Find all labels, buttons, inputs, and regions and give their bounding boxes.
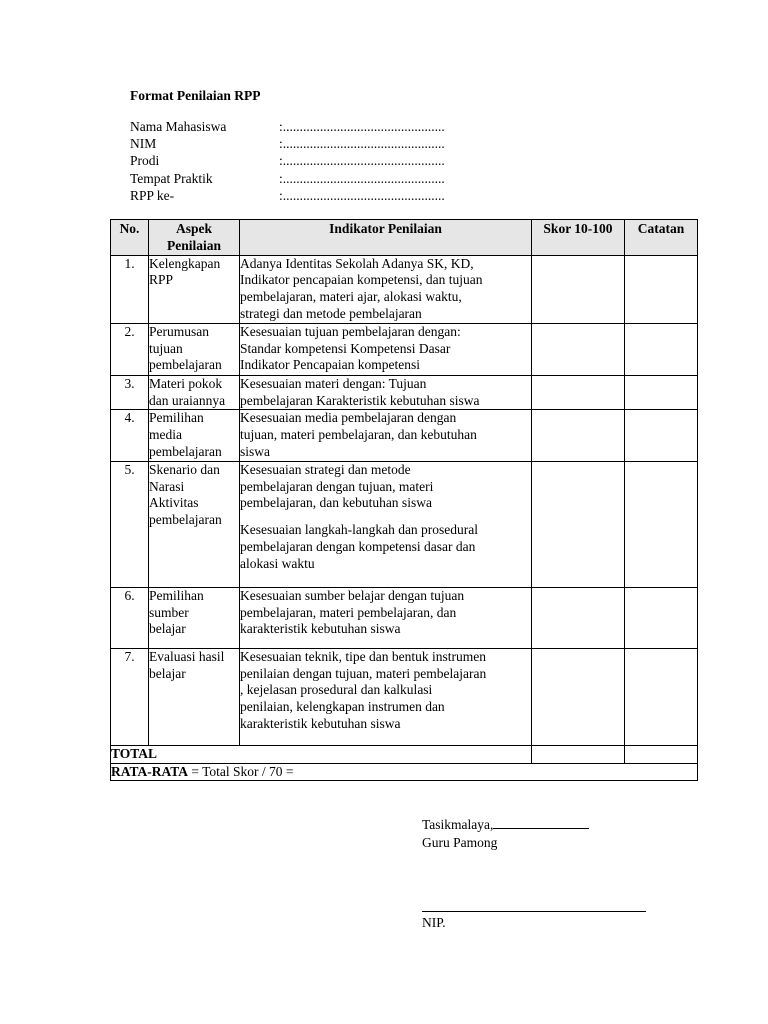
aspek-line: belajar [149, 621, 186, 637]
aspek-line: Perumusan [149, 323, 209, 339]
signature-line [422, 911, 646, 912]
date-blank[interactable] [493, 815, 589, 829]
row-number: 7. [111, 648, 149, 745]
row-skor-cell[interactable] [532, 375, 625, 410]
row-aspek [149, 461, 240, 587]
page-title: Format Penilaian RPP [130, 88, 261, 103]
row-number: 1. [111, 255, 149, 323]
aspek-line: Narasi [149, 478, 185, 494]
indikator-line: Kesesuaian langkah-langkah dan prosedural [240, 522, 479, 538]
header-aspek [149, 220, 240, 256]
aspek-line: pembelajaran [149, 357, 222, 373]
row-catatan-cell[interactable] [625, 587, 698, 648]
indikator-line: Indikator pencapaian kompetensi, dan tujuan [240, 272, 483, 288]
total-label: TOTAL [111, 745, 532, 763]
field-value: :................................................ [279, 153, 445, 169]
field-prodi [130, 152, 445, 169]
row-aspek [149, 323, 240, 375]
total-row [111, 745, 698, 763]
table-row [111, 410, 698, 461]
aspek-line: Evaluasi hasil [149, 648, 225, 664]
row-aspek [149, 648, 240, 745]
table-row [111, 255, 698, 323]
row-catatan-cell[interactable] [625, 410, 698, 461]
rata-label: RATA-RATA [111, 763, 188, 779]
indikator-line: pembelajaran, materi ajar, alokasi waktu, [240, 289, 462, 305]
field-value: :................................................ [279, 170, 445, 186]
indikator-line: Kesesuaian tujuan pembelajaran dengan: [240, 323, 461, 339]
field-value: :................................................ [279, 136, 445, 152]
indikator-line: Kesesuaian strategi dan metode [240, 461, 411, 477]
row-aspek [149, 587, 240, 648]
table-row [111, 323, 698, 375]
field-rpp-ke [130, 187, 445, 204]
rata-formula: = Total Skor / 70 = [188, 763, 294, 779]
table-header [111, 220, 698, 256]
aspek-line: Pemilihan [149, 410, 204, 426]
indikator-line: siswa [240, 443, 270, 459]
indikator-line: Adanya Identitas Sekolah Adanya SK, KD, [240, 255, 474, 271]
row-indikator [240, 255, 532, 323]
header-skor: Skor 10-100 [532, 220, 625, 256]
aspek-line: pembelajaran [149, 443, 222, 459]
row-catatan-cell[interactable] [625, 255, 698, 323]
row-number: 2. [111, 323, 149, 375]
header-aspek-line: Aspek [175, 221, 212, 236]
indikator-line: Kesesuaian teknik, tipe dan bentuk instrumen [240, 648, 486, 664]
indikator-line: strategi dan metode pembelajaran [240, 305, 422, 321]
field-label: NIM [130, 136, 157, 152]
indikator-line: Kesesuaian materi dengan: Tujuan [240, 375, 427, 391]
row-skor-cell[interactable] [532, 587, 625, 648]
indikator-line: , kejelasan prosedural dan kalkulasi [240, 682, 433, 698]
field-nama [130, 118, 445, 135]
row-aspek [149, 375, 240, 410]
signature-block [422, 815, 589, 851]
aspek-line: tujuan [149, 340, 183, 356]
row-skor-cell[interactable] [532, 648, 625, 745]
assessment-table [110, 219, 698, 781]
signature-place-line [422, 815, 589, 834]
aspek-line: Pemilihan [149, 587, 204, 603]
row-skor-cell[interactable] [532, 255, 625, 323]
header-catatan: Catatan [625, 220, 698, 256]
row-number: 6. [111, 587, 149, 648]
indikator-line: pembelajaran Karakteristik kebutuhan siswa [240, 392, 480, 408]
row-skor-cell[interactable] [532, 410, 625, 461]
row-catatan-cell[interactable] [625, 648, 698, 745]
rata-cell [111, 763, 698, 781]
aspek-line: Aktivitas [149, 495, 199, 511]
indikator-line: karakteristik kebutuhan siswa [240, 715, 401, 731]
aspek-line: RPP [149, 272, 174, 288]
row-number: 4. [111, 410, 149, 461]
indikator-line: alokasi waktu [240, 555, 315, 571]
row-number: 5. [111, 461, 149, 587]
indikator-line: pembelajaran, dan kebutuhan siswa [240, 495, 432, 511]
indikator-line: pembelajaran, materi pembelajaran, dan [240, 604, 457, 620]
indikator-line: penilaian dengan tujuan, materi pembelajaran [240, 665, 487, 681]
aspek-line: media [149, 427, 182, 443]
field-label: Tempat Praktik [130, 170, 213, 186]
row-number: 3. [111, 375, 149, 410]
indikator-line: Kesesuaian media pembelajaran dengan [240, 410, 457, 426]
signature-role: Guru Pamong [422, 834, 498, 850]
row-indikator [240, 461, 532, 587]
field-tempat-praktik [130, 170, 445, 187]
aspek-line: sumber [149, 604, 189, 620]
row-catatan-cell[interactable] [625, 323, 698, 375]
field-label: RPP ke- [130, 187, 175, 203]
field-value: :................................................ [279, 187, 445, 203]
aspek-line: Skenario dan [149, 461, 220, 477]
signature-place: Tasikmalaya, [422, 817, 494, 832]
row-catatan-cell[interactable] [625, 375, 698, 410]
rata-row [111, 763, 698, 781]
table-row [111, 587, 698, 648]
row-indikator [240, 410, 532, 461]
indikator-line: Indikator Pencapaian kompetensi [240, 357, 420, 373]
indikator-line: Standar kompetensi Kompetensi Dasar [240, 340, 451, 356]
row-indikator [240, 323, 532, 375]
row-aspek [149, 255, 240, 323]
identity-fields [130, 118, 445, 204]
row-indikator [240, 375, 532, 410]
table-row [111, 375, 698, 410]
indikator-line: Kesesuaian sumber belajar dengan tujuan [240, 587, 465, 603]
row-skor-cell[interactable] [532, 323, 625, 375]
field-value: :................................................ [279, 119, 445, 134]
row-skor-cell[interactable] [532, 461, 625, 587]
indikator-line: karakteristik kebutuhan siswa [240, 621, 401, 637]
field-label: Nama Mahasiswa [130, 119, 227, 134]
aspek-line: Kelengkapan [149, 255, 221, 271]
row-indikator [240, 648, 532, 745]
aspek-line: Materi pokok [149, 375, 223, 391]
indikator-line: pembelajaran dengan tujuan, materi [240, 478, 434, 494]
row-catatan-cell[interactable] [625, 461, 698, 587]
row-indikator [240, 587, 532, 648]
total-catatan-cell [625, 745, 698, 763]
table-row [111, 648, 698, 745]
indikator-line: penilaian, kelengkapan instrumen dan [240, 699, 445, 715]
nip-label: NIP. [422, 915, 446, 930]
aspek-line: dan uraiannya [149, 392, 226, 408]
indikator-gap [240, 512, 531, 522]
header-indikator: Indikator Penilaian [240, 220, 532, 256]
header-aspek-line: Penilaian [166, 237, 221, 253]
table-row [111, 461, 698, 587]
aspek-line: pembelajaran [149, 512, 222, 528]
indikator-line: tujuan, materi pembelajaran, dan kebutuhan [240, 427, 477, 443]
field-nim [130, 135, 445, 152]
field-label: Prodi [130, 153, 160, 169]
indikator-line: pembelajaran dengan kompetensi dasar dan [240, 538, 476, 554]
header-no: No. [111, 220, 149, 256]
row-aspek [149, 410, 240, 461]
total-skor-cell[interactable] [532, 745, 625, 763]
aspek-line: belajar [149, 665, 186, 681]
